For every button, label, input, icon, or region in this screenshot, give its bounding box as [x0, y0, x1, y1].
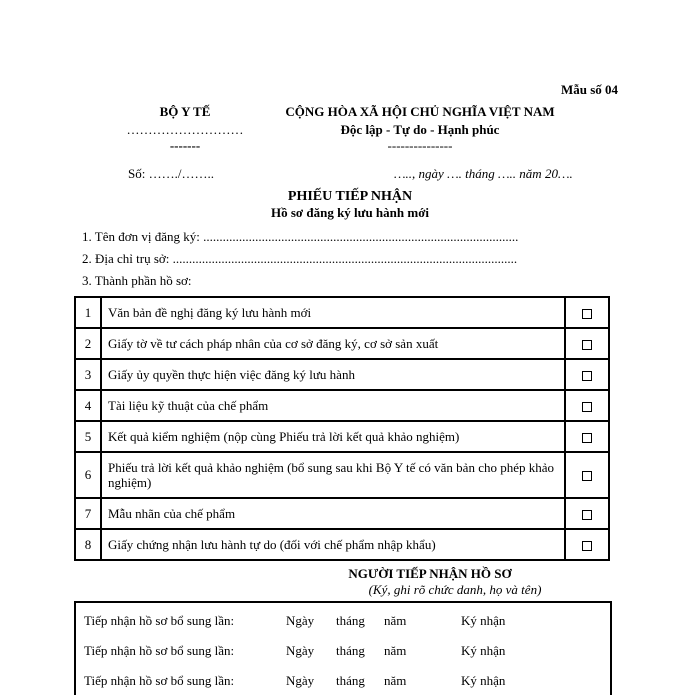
address-field: 2. Địa chỉ trụ sở: .......................................................................................................... — [82, 251, 518, 266]
item-number: 1 — [75, 297, 101, 328]
supplement-row — [76, 613, 610, 633]
table-row — [75, 328, 609, 359]
item-checkbox[interactable] — [565, 498, 609, 529]
item-checkbox[interactable] — [565, 359, 609, 390]
document-number: Số: ……./…….. — [128, 166, 214, 181]
table-row — [75, 359, 609, 390]
supplement-label: Tiếp nhận hồ sơ bổ sung lần: — [84, 643, 235, 658]
supplement-year: năm — [384, 613, 407, 628]
ministry-dash: ------- — [169, 138, 201, 153]
checkbox-icon — [582, 471, 592, 481]
item-checkbox[interactable] — [565, 452, 609, 498]
supplement-year: năm — [384, 643, 407, 658]
receiver-note: (Ký, ghi rõ chức danh, họ và tên) — [368, 582, 542, 597]
item-checkbox[interactable] — [565, 297, 609, 328]
item-number: 2 — [75, 328, 101, 359]
ministry-dots: ……………………… — [126, 122, 244, 137]
supplement-day: Ngày — [286, 673, 315, 688]
ministry-name: BỘ Y TẾ — [159, 104, 211, 119]
item-number: 8 — [75, 529, 101, 560]
supplement-label: Tiếp nhận hồ sơ bổ sung lần: — [84, 673, 235, 688]
table-row — [75, 452, 609, 498]
table-row — [75, 529, 609, 560]
item-number: 7 — [75, 498, 101, 529]
checkbox-icon — [582, 510, 592, 520]
table-row — [75, 297, 609, 328]
item-number: 5 — [75, 421, 101, 452]
supplement-sign: Ký nhận — [461, 613, 506, 628]
supplement-row — [76, 643, 610, 663]
checkbox-icon — [582, 541, 592, 551]
supplement-month: tháng — [336, 643, 365, 658]
date-line: ….., ngày …. tháng ….. năm 20…. — [394, 166, 573, 181]
unit-name-field: 1. Tên đơn vị đăng ký: ................................................................................................. — [82, 229, 519, 244]
item-text: Giấy chứng nhận lưu hành tự do (đối với chế phẩm nhập khẩu) — [101, 529, 565, 560]
item-text: Giấy ủy quyền thực hiện việc đăng ký lưu hành — [101, 359, 565, 390]
form-subtitle: Hồ sơ đăng ký lưu hành mới — [270, 205, 430, 220]
table-row — [75, 421, 609, 452]
item-number: 3 — [75, 359, 101, 390]
supplement-day: Ngày — [286, 643, 315, 658]
item-checkbox[interactable] — [565, 328, 609, 359]
checkbox-icon — [582, 309, 592, 319]
item-checkbox[interactable] — [565, 390, 609, 421]
receiver-title: NGƯỜI TIẾP NHẬN HỒ SƠ — [348, 566, 512, 581]
checkbox-icon — [582, 340, 592, 350]
item-checkbox[interactable] — [565, 529, 609, 560]
supplement-sign: Ký nhận — [461, 673, 506, 688]
supplement-day: Ngày — [286, 613, 315, 628]
item-checkbox[interactable] — [565, 421, 609, 452]
item-number: 6 — [75, 452, 101, 498]
supplement-box — [74, 601, 612, 695]
item-text: Văn bản đề nghị đăng ký lưu hành mới — [101, 297, 565, 328]
checkbox-icon — [582, 402, 592, 412]
form-title: PHIẾU TIẾP NHẬN — [287, 189, 413, 204]
item-text: Kết quả kiểm nghiệm (nộp cùng Phiếu trả lời kết quả khảo nghiệm) — [101, 421, 565, 452]
supplement-month: tháng — [336, 613, 365, 628]
item-text: Mẫu nhãn của chế phẩm — [101, 498, 565, 529]
table-row — [75, 390, 609, 421]
item-number: 4 — [75, 390, 101, 421]
motto: Độc lập - Tự do - Hạnh phúc — [340, 122, 500, 137]
checkbox-icon — [582, 371, 592, 381]
item-text: Giấy tờ về tư cách pháp nhân của cơ sở đăng ký, cơ sở sản xuất — [101, 328, 565, 359]
table-row — [75, 498, 609, 529]
motto-dash: --------------- — [387, 138, 453, 153]
components-table — [74, 296, 610, 561]
supplement-row — [76, 673, 610, 693]
supplement-label: Tiếp nhận hồ sơ bổ sung lần: — [84, 613, 235, 628]
supplement-month: tháng — [336, 673, 365, 688]
item-text: Phiếu trả lời kết quả khảo nghiệm (bổ sung sau khi Bộ Y tế có văn bản cho phép khảo nghiệm) — [101, 452, 565, 498]
item-text: Tài liệu kỹ thuật của chế phẩm — [101, 390, 565, 421]
form-number: Mẫu số 04 — [560, 82, 618, 97]
components-label: 3. Thành phần hồ sơ: — [82, 273, 192, 288]
supplement-year: năm — [384, 673, 407, 688]
supplement-sign: Ký nhận — [461, 643, 506, 658]
country-name: CỘNG HÒA XÃ HỘI CHỦ NGHĨA VIỆT NAM — [285, 104, 555, 119]
checkbox-icon — [582, 433, 592, 443]
